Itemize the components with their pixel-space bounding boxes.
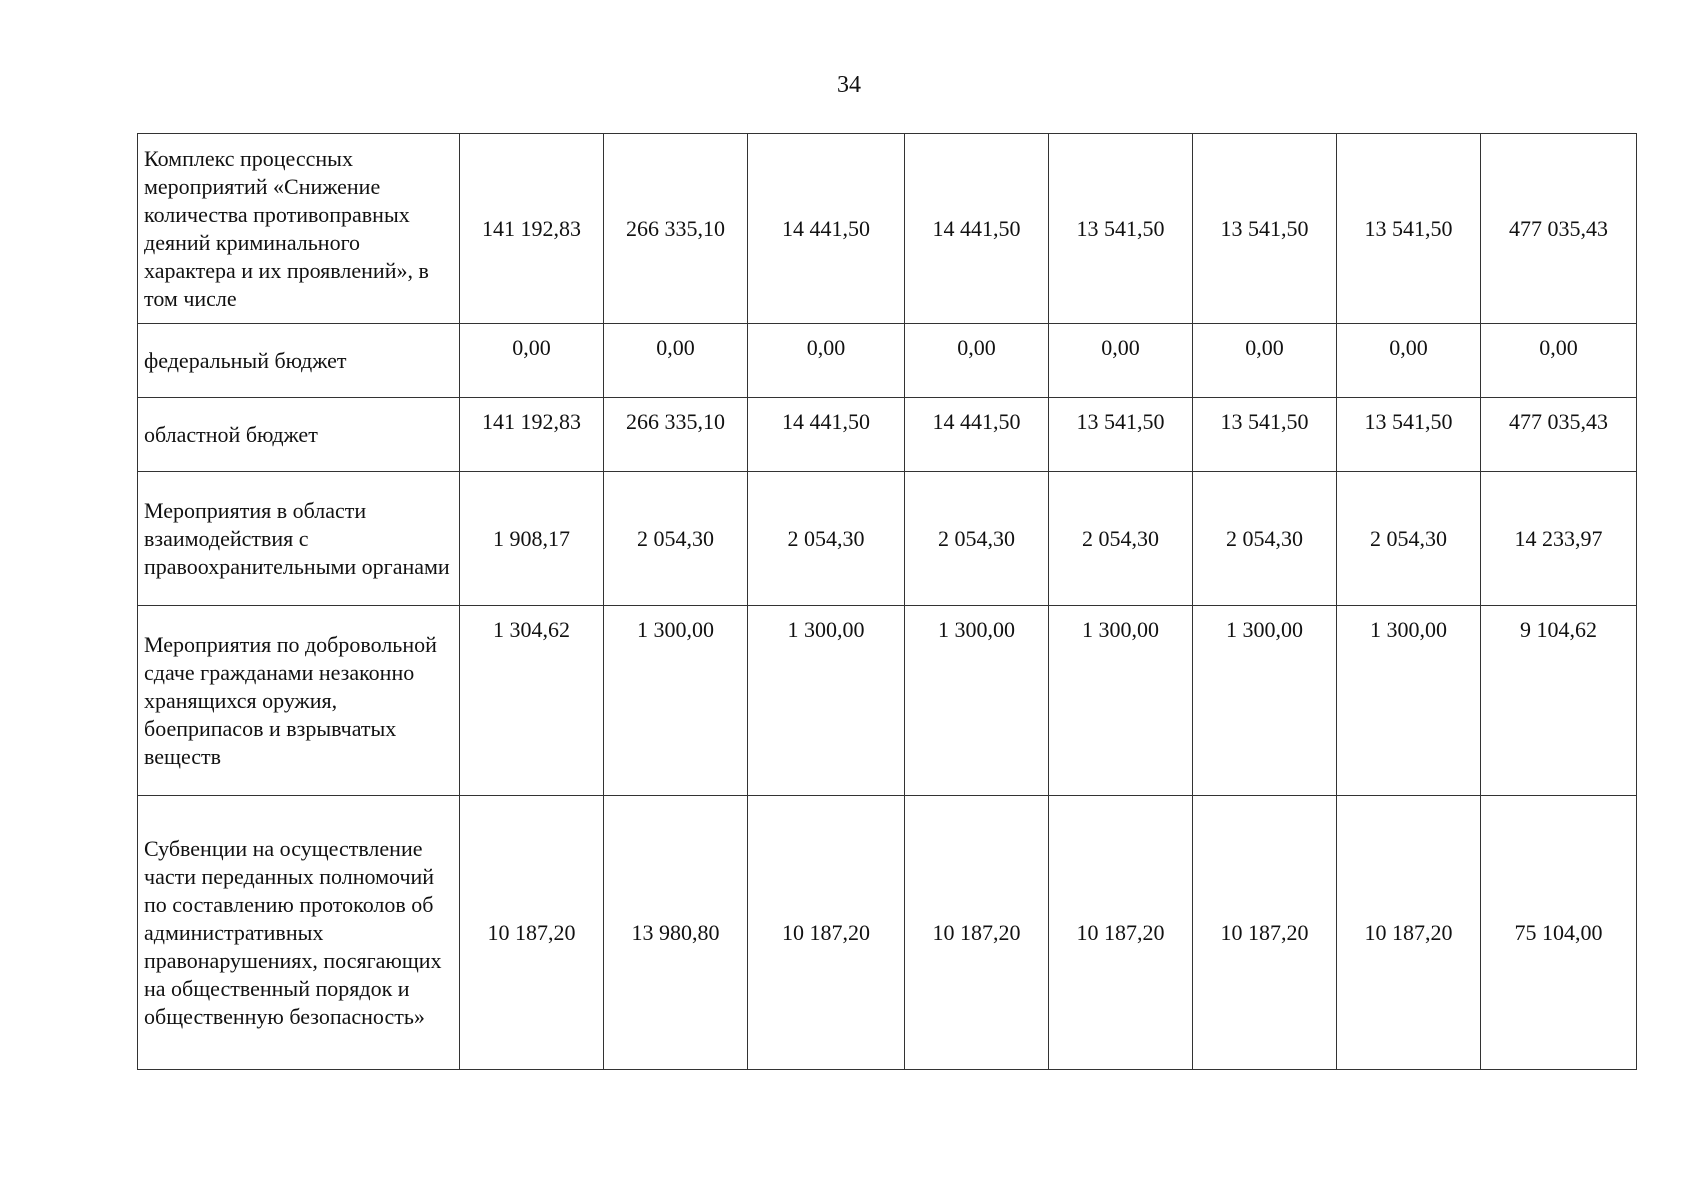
value-cell: 0,00 xyxy=(1049,324,1193,398)
value-cell: 13 980,80 xyxy=(604,796,748,1070)
value-cell: 2 054,30 xyxy=(1193,472,1337,606)
total-cell: 9 104,62 xyxy=(1481,606,1637,796)
table-row xyxy=(138,472,1637,606)
value-cell: 2 054,30 xyxy=(1049,472,1193,606)
value-cell: 10 187,20 xyxy=(1193,796,1337,1070)
value-cell: 1 300,00 xyxy=(604,606,748,796)
value-cell: 2 054,30 xyxy=(748,472,905,606)
total-cell: 75 104,00 xyxy=(1481,796,1637,1070)
value-cell: 14 441,50 xyxy=(748,398,905,472)
value-cell: 1 300,00 xyxy=(1049,606,1193,796)
value-cell: 10 187,20 xyxy=(748,796,905,1070)
value-cell: 10 187,20 xyxy=(1049,796,1193,1070)
value-cell: 141 192,83 xyxy=(460,398,604,472)
value-cell: 14 441,50 xyxy=(905,134,1049,324)
value-cell: 1 300,00 xyxy=(748,606,905,796)
value-cell: 2 054,30 xyxy=(1337,472,1481,606)
value-cell: 10 187,20 xyxy=(905,796,1049,1070)
total-cell: 14 233,97 xyxy=(1481,472,1637,606)
value-cell: 10 187,20 xyxy=(1337,796,1481,1070)
value-cell: 13 541,50 xyxy=(1049,134,1193,324)
value-cell: 1 908,17 xyxy=(460,472,604,606)
table-row xyxy=(138,606,1637,796)
value-cell: 141 192,83 xyxy=(460,134,604,324)
total-cell: 477 035,43 xyxy=(1481,134,1637,324)
total-cell: 477 035,43 xyxy=(1481,398,1637,472)
table-row xyxy=(138,134,1637,324)
value-cell: 1 300,00 xyxy=(1193,606,1337,796)
row-label: Субвенции на осуществление части переданных полномочий по составлению протоколов об административных правонарушениях, посягающих на общественный порядок и общественную безопасность» xyxy=(138,796,460,1070)
value-cell: 13 541,50 xyxy=(1337,134,1481,324)
value-cell: 1 300,00 xyxy=(905,606,1049,796)
table-row xyxy=(138,796,1637,1070)
total-cell: 0,00 xyxy=(1481,324,1637,398)
value-cell: 0,00 xyxy=(905,324,1049,398)
value-cell: 0,00 xyxy=(1193,324,1337,398)
value-cell: 266 335,10 xyxy=(604,398,748,472)
row-label: Мероприятия по добровольной сдаче гражданами незаконно хранящихся оружия, боеприпасов и взрывчатых веществ xyxy=(138,606,460,796)
value-cell: 1 300,00 xyxy=(1337,606,1481,796)
row-label: Комплекс процессных мероприятий «Снижение количества противоправных деяний криминального характера и их проявлений», в том числе xyxy=(138,134,460,324)
row-label: Мероприятия в области взаимодействия с правоохранительными органами xyxy=(138,472,460,606)
row-label: областной бюджет xyxy=(138,398,460,472)
table-row xyxy=(138,324,1637,398)
value-cell: 10 187,20 xyxy=(460,796,604,1070)
value-cell: 13 541,50 xyxy=(1337,398,1481,472)
value-cell: 2 054,30 xyxy=(905,472,1049,606)
value-cell: 13 541,50 xyxy=(1193,398,1337,472)
table-row xyxy=(138,398,1637,472)
value-cell: 13 541,50 xyxy=(1193,134,1337,324)
value-cell: 2 054,30 xyxy=(604,472,748,606)
value-cell: 13 541,50 xyxy=(1049,398,1193,472)
value-cell: 0,00 xyxy=(748,324,905,398)
value-cell: 1 304,62 xyxy=(460,606,604,796)
value-cell: 0,00 xyxy=(604,324,748,398)
budget-table xyxy=(137,133,1637,1070)
value-cell: 0,00 xyxy=(460,324,604,398)
value-cell: 14 441,50 xyxy=(905,398,1049,472)
row-label: федеральный бюджет xyxy=(138,324,460,398)
value-cell: 266 335,10 xyxy=(604,134,748,324)
value-cell: 14 441,50 xyxy=(748,134,905,324)
page-number: 34 xyxy=(837,72,861,98)
value-cell: 0,00 xyxy=(1337,324,1481,398)
